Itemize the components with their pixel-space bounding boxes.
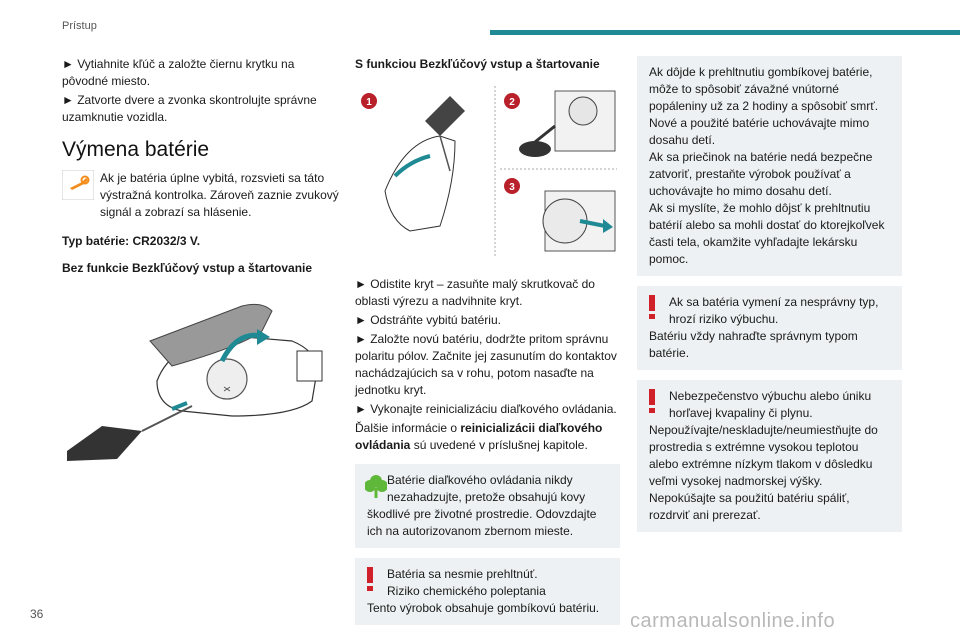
battery-type: Typ batérie: CR2032/3 V. (62, 234, 201, 248)
wrong-type-line-2: hrozí riziko výbuchu. (669, 312, 779, 326)
warning-lamp-text: Ak je batéria úplne vybitá, rozsvieti sa táto výstražná kontrolka. Zároveň zaznie zvukový signál a zobrazí sa hlásenie. (100, 171, 339, 219)
keyless-steps-illustration (355, 81, 620, 261)
ingestion-line-3: Ak sa priečinok na batérie nedá bezpečne zatvoriť, prestaňte výrobok používať a uchovávajte ho mimo dosahu detí. (649, 150, 873, 198)
wrong-type-line-1: Ak sa batéria vymení za nesprávny typ, (669, 295, 879, 309)
ingestion-warning-box (637, 56, 902, 276)
warning-lamp-note (62, 170, 342, 223)
explosion-line-3: Nepoužívajte/neskladujte/neumiestňujte do prostredia s extrémne vysokou teplotou alebo extrémne nízkym tlakom v dôsledku veľmi vysokej nadmorskej výšky. (649, 423, 878, 488)
more-info-bold: reinicializácii diaľkového ovládania (355, 421, 603, 452)
column-1 (62, 56, 342, 466)
header-section-label: Prístup (62, 20, 97, 32)
page-number: 36 (30, 607, 44, 621)
ingestion-line-4: Ak si myslíte, že mohlo dôjsť k prehltnutiu batérií alebo sa mohli dostať do ktorejkoľvek časti tela, okamžite vyhľadajte lekársku pomoc. (649, 201, 885, 266)
eco-line-1: Batérie diaľkového ovládania nikdy (387, 473, 573, 487)
explosion-warning-box (637, 380, 902, 532)
step-text-4: ► Vykonajte reinicializáciu diaľkového ovládania. (355, 402, 617, 416)
explosion-line-4: Nepokúšajte sa použitú batériu spáliť, rozdrviť ani prerezať. (649, 491, 850, 522)
wrench-warning-icon (62, 170, 94, 200)
more-info-pre: Ďalšie informácie o (355, 421, 461, 435)
eco-line-3: škodlivé pre životné prostredie. Odovzdajte ich na autorizovanom zbernom mieste. (367, 507, 597, 538)
step-2-label: 2 (509, 97, 515, 108)
swallow-line-1: Batéria sa nesmie prehltnúť. (387, 567, 538, 581)
column-3 (637, 56, 902, 532)
with-keyless-heading: S funkciou Bezkľúčový vstup a štartovanie (355, 57, 600, 71)
instruction-2: ► Zatvorte dvere a zvonka skontrolujte správne uzamknutie vozidla. (62, 93, 317, 124)
step-text-1: ► Odistite kryt – zasuňte malý skrutkovač do oblasti výrezu a nadvihnite kryt. (355, 277, 595, 308)
eco-note (355, 464, 620, 548)
step-text-2: ► Odstráňte vybitú batériu. (355, 313, 501, 327)
step-1-label: 1 (366, 97, 372, 108)
exclamation-icon (647, 294, 657, 320)
exclamation-icon (365, 566, 375, 592)
more-info-text (355, 420, 620, 454)
column-2 (355, 56, 620, 625)
swallow-line-2: Riziko chemického poleptania (387, 584, 546, 598)
recycle-leaf-icon (365, 472, 387, 500)
explosion-line-2: horľavej kvapaliny či plynu. (669, 406, 813, 420)
step-text-3: ► Založte novú batériu, dodržte pritom správnu polaritu pólov. Začnite jej zasunutím do kontaktov nachádzajúcich sa v rohu, potom nasaďte na jednotku kryt. (355, 332, 617, 397)
step-3-label: 3 (509, 182, 515, 193)
ingestion-line-1: Ak dôjde k prehltnutiu gombíkovej batérie, môže to spôsobiť závažné vnútorné popáleniny už za 2 hodiny a spôsobiť smrť. (649, 65, 879, 113)
wrong-type-warning-box (637, 286, 902, 370)
watermark: carmanualsonline.info (630, 610, 836, 632)
more-info-post: sú uvedené v príslušnej kapitole. (410, 438, 588, 452)
exclamation-icon (647, 388, 657, 414)
without-keyless-heading: Bez funkcie Bezkľúčový vstup a štartovanie (62, 261, 313, 275)
explosion-line-1: Nebezpečenstvo výbuchu alebo úniku (669, 389, 872, 403)
swallow-warning-note (355, 558, 620, 625)
section-title: Výmena batérie (62, 138, 210, 161)
instruction-1: ► Vytiahnite kľúč a založte čiernu krytku na pôvodné miesto. (62, 57, 295, 88)
ingestion-line-2: Nové a použité batérie uchovávajte mimo dosahu detí. (649, 116, 870, 147)
header-accent-bar (490, 30, 960, 35)
swallow-line-3: Tento výrobok obsahuje gombíkovú batériu. (367, 601, 600, 615)
wrong-type-line-3: Batériu vždy nahraďte správnym typom batérie. (649, 329, 858, 360)
key-battery-illustration (62, 291, 332, 461)
eco-line-2: nezahadzujte, pretože obsahujú kovy (387, 490, 586, 504)
